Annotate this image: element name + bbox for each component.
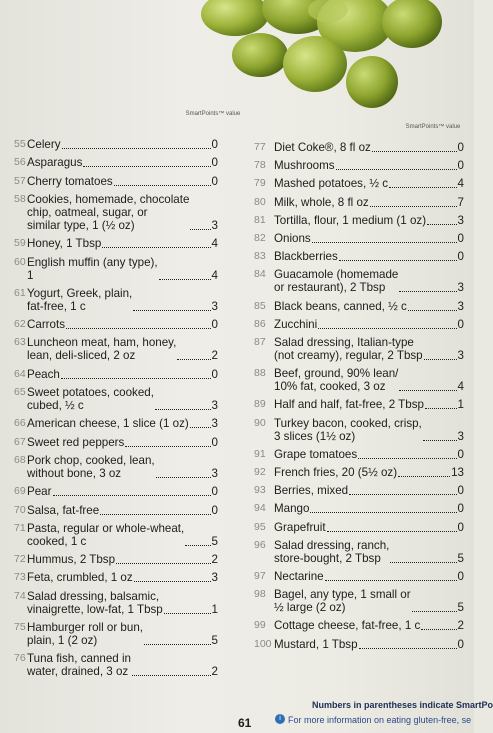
- dot-leader: [156, 477, 211, 478]
- entry-number: 72: [14, 553, 26, 566]
- page-number: 61: [238, 716, 252, 730]
- entry-number: 79: [254, 177, 266, 190]
- food-description: Beef, ground, 90% lean/: [274, 367, 399, 381]
- smartpoints-value: 5: [211, 634, 218, 647]
- dot-leader: [408, 310, 457, 311]
- food-description: vinaigrette, low-fat, 1 Tbsp: [27, 602, 163, 616]
- food-description: 1: [27, 268, 34, 282]
- dot-leader: [312, 242, 457, 243]
- smartpoints-value: 0: [457, 141, 464, 154]
- smartpoints-value: 3: [211, 466, 218, 480]
- entry-number: 88: [254, 367, 266, 380]
- smartpoints-value: 3: [211, 299, 218, 313]
- food-description: Grapefruit: [274, 520, 326, 534]
- entry-number: 65: [14, 386, 26, 398]
- smartpoints-header-left: SmartPoints™ value: [185, 111, 241, 117]
- food-description: Pork chop, cooked, lean,: [27, 453, 155, 467]
- smartpoints-value: 3: [211, 571, 218, 585]
- entry-number: 82: [254, 232, 266, 244]
- food-description: Hummus, 2 Tbsp: [27, 553, 116, 567]
- dot-leader: [325, 580, 457, 581]
- food-description: Carrots: [27, 318, 66, 332]
- food-description: 10% fat, cooked, 3 oz: [274, 380, 386, 394]
- food-description: Sweet potatoes, cooked,: [27, 386, 154, 399]
- smartpoints-value: 0: [211, 367, 218, 381]
- dot-leader: [398, 476, 450, 477]
- smartpoints-value: 0: [211, 138, 218, 151]
- entry-number: 68: [14, 453, 26, 466]
- entry-number: 89: [254, 398, 266, 411]
- food-description: Celery: [27, 138, 61, 151]
- dot-leader: [399, 291, 456, 292]
- dot-leader: [177, 359, 210, 360]
- food-description: cooked, 1 c: [27, 534, 87, 548]
- food-description: Hamburger roll or bun,: [27, 621, 143, 634]
- dot-leader: [144, 644, 211, 645]
- dot-leader: [185, 545, 210, 546]
- food-description: water, drained, 3 oz: [27, 665, 129, 679]
- smartpoints-value: 2: [211, 349, 218, 363]
- entry-number: 80: [254, 195, 266, 208]
- smartpoints-value: 5: [211, 534, 218, 548]
- entry-number: 85: [254, 299, 266, 312]
- smartpoints-value: 3: [211, 218, 218, 232]
- entry-number: 59: [14, 237, 26, 250]
- food-description: English muffin (any type),: [27, 255, 158, 269]
- smartpoints-value: 0: [211, 318, 218, 332]
- dot-leader: [134, 581, 211, 582]
- food-description: Onions: [274, 232, 311, 245]
- smartpoints-value: 0: [211, 435, 218, 449]
- smartpoints-value: 0: [211, 503, 218, 517]
- entry-number: 86: [254, 317, 266, 330]
- entry-number: 95: [254, 520, 266, 533]
- food-description: Black beans, canned, ½ c: [274, 299, 407, 313]
- food-description: Salsa, fat-free: [27, 503, 100, 517]
- smartpoints-value: 0: [457, 520, 464, 534]
- smartpoints-value: 0: [211, 485, 218, 499]
- entry-number: 76: [14, 652, 26, 665]
- food-description: Diet Coke®, 8 fl oz: [274, 141, 371, 154]
- smartpoints-value: 2: [211, 553, 218, 567]
- entry-number: 87: [254, 336, 266, 348]
- entry-number: 69: [14, 485, 26, 498]
- smartpoints-value: 0: [457, 447, 464, 461]
- food-description: 3 slices (1½ oz): [274, 429, 356, 443]
- food-description: or restaurant), 2 Tbsp: [274, 281, 386, 295]
- smartpoints-value: 0: [211, 156, 218, 170]
- food-description: Turkey bacon, cooked, crisp,: [274, 416, 422, 430]
- entry-number: 66: [14, 417, 26, 430]
- food-description: ½ large (2 oz): [274, 601, 346, 615]
- smartpoints-value: 4: [457, 177, 464, 191]
- smartpoints-value: 1: [211, 602, 218, 616]
- food-description: Salad dressing, balsamic,: [27, 589, 160, 603]
- food-description: Cottage cheese, fat-free, 1 c: [274, 619, 421, 633]
- food-description: Grape tomatoes: [274, 447, 358, 461]
- entry-number: 91: [254, 447, 266, 460]
- entry-number: 94: [254, 502, 266, 515]
- smartpoints-value: 4: [211, 237, 218, 251]
- dot-leader: [424, 359, 457, 360]
- food-description: Salad dressing, Italian-type: [274, 336, 414, 349]
- dot-leader: [53, 495, 211, 496]
- dot-leader: [427, 224, 456, 225]
- entry-number: 71: [14, 521, 26, 534]
- smartpoints-value: 0: [457, 502, 464, 516]
- entry-number: 92: [254, 466, 266, 478]
- dot-leader: [62, 148, 211, 149]
- entry-number: 64: [14, 367, 26, 380]
- food-description: store-bought, 2 Tbsp: [274, 551, 381, 565]
- food-description: Asparagus: [27, 156, 83, 170]
- smartpoints-value: 0: [457, 637, 464, 651]
- smartpoints-value: 3: [457, 299, 464, 313]
- smartpoints-value: 3: [457, 281, 464, 295]
- dot-leader: [190, 229, 210, 230]
- food-description: Nectarine: [274, 570, 324, 583]
- entry-number: 56: [14, 156, 26, 169]
- smartpoints-value: 7: [457, 195, 464, 209]
- dot-leader: [423, 440, 457, 441]
- smartpoints-value: 0: [457, 159, 464, 173]
- food-description: plain, 1 (2 oz): [27, 634, 98, 647]
- smartpoints-value: 2: [211, 665, 218, 679]
- dot-leader: [349, 494, 456, 495]
- entry-number: 73: [14, 571, 26, 584]
- entry-number: 84: [254, 268, 266, 281]
- food-description: French fries, 20 (5½ oz): [274, 466, 398, 479]
- entry-number: 99: [254, 619, 266, 632]
- dot-leader: [125, 446, 210, 447]
- entry-number: 61: [14, 286, 26, 299]
- smartpoints-value: 4: [457, 380, 464, 394]
- dot-leader: [164, 613, 211, 614]
- dot-leader: [390, 562, 456, 563]
- food-description: Mashed potatoes, ½ c: [274, 177, 389, 191]
- food-description: Cookies, homemade, chocolate: [27, 192, 190, 206]
- food-description: Zucchini: [274, 317, 318, 331]
- gluten-free-info-link[interactable]: For more information on eating gluten-free, se: [288, 715, 472, 725]
- entry-number: 55: [14, 138, 26, 150]
- smartpoints-value: 5: [457, 551, 464, 565]
- smartpoints-value: 1: [457, 398, 464, 412]
- entry-number: 81: [254, 213, 266, 226]
- dot-leader: [425, 408, 457, 409]
- food-description: Berries, mixed: [274, 484, 349, 498]
- dot-leader: [310, 512, 456, 513]
- dot-leader: [336, 169, 457, 170]
- food-description: American cheese, 1 slice (1 oz): [27, 417, 189, 431]
- entry-number: 75: [14, 621, 26, 633]
- smartpoints-value: 5: [457, 601, 464, 615]
- entry-number: 58: [14, 192, 26, 205]
- smartpoints-value: 0: [211, 174, 218, 188]
- dot-leader: [318, 328, 456, 329]
- smartpoints-value: 0: [457, 484, 464, 498]
- info-icon: i: [275, 714, 285, 724]
- smartpoints-value: 0: [457, 317, 464, 331]
- food-description: Milk, whole, 8 fl oz: [274, 195, 369, 209]
- food-description: Tortilla, flour, 1 medium (1 oz): [274, 213, 427, 227]
- food-description: Bagel, any type, 1 small or: [274, 588, 411, 602]
- entry-number: 57: [14, 174, 26, 187]
- food-description: Pasta, regular or whole-wheat,: [27, 521, 185, 535]
- food-description: Guacamole (homemade: [274, 268, 399, 282]
- food-description: Yogurt, Greek, plain,: [27, 286, 133, 300]
- dot-leader: [116, 563, 210, 564]
- entry-number: 100: [254, 637, 272, 650]
- dot-leader: [66, 328, 211, 329]
- entry-number: 62: [14, 318, 26, 331]
- dot-leader: [339, 260, 457, 261]
- entry-number: 98: [254, 588, 266, 601]
- food-description: Half and half, fat-free, 2 Tbsp: [274, 398, 424, 412]
- dot-leader: [412, 611, 457, 612]
- entry-number: 93: [254, 484, 266, 497]
- dot-leader: [132, 675, 211, 676]
- smartpoints-value: 3: [457, 349, 464, 362]
- food-description: chip, oatmeal, sugar, or: [27, 205, 148, 219]
- food-description: Sweet red peppers: [27, 435, 125, 449]
- entry-number: 67: [14, 435, 26, 448]
- dot-leader: [327, 531, 457, 532]
- dot-leader: [370, 206, 457, 207]
- smartpoints-value: 3: [457, 429, 464, 443]
- grapes-photo: [180, 0, 474, 120]
- food-description: Cherry tomatoes: [27, 174, 113, 188]
- dot-leader: [358, 458, 456, 459]
- food-description: Feta, crumbled, 1 oz: [27, 571, 133, 585]
- dot-leader: [100, 514, 210, 515]
- smartpoints-value: 4: [211, 268, 218, 282]
- entry-number: 78: [254, 159, 266, 172]
- entry-number: 70: [14, 503, 26, 516]
- food-description: Mustard, 1 Tbsp: [274, 637, 358, 651]
- food-description: fat-free, 1 c: [27, 299, 86, 313]
- entry-number: 90: [254, 416, 266, 429]
- dot-leader: [372, 151, 457, 152]
- food-description: Peach: [27, 367, 60, 381]
- food-description: Luncheon meat, ham, honey,: [27, 336, 177, 350]
- smartpoints-value: 3: [211, 417, 218, 431]
- dot-leader: [133, 310, 210, 311]
- dot-leader: [190, 427, 211, 428]
- dot-leader: [359, 648, 457, 649]
- food-description: lean, deli-sliced, 2 oz: [27, 349, 136, 363]
- food-description: Mushrooms: [274, 159, 335, 173]
- smartpoints-value: 0: [457, 570, 464, 583]
- food-description: Tuna fish, canned in: [27, 652, 131, 666]
- entry-number: 63: [14, 336, 26, 349]
- food-description: cubed, ½ c: [27, 399, 84, 412]
- dot-leader: [102, 247, 210, 248]
- entry-number: 77: [254, 141, 266, 153]
- food-description: without bone, 3 oz: [27, 466, 122, 480]
- smartpoints-value: 0: [457, 250, 464, 264]
- dot-leader: [61, 378, 211, 379]
- dot-leader: [83, 166, 210, 167]
- smartpoints-value: 13: [451, 466, 464, 479]
- dot-leader: [155, 409, 211, 410]
- smartpoints-value: 0: [457, 232, 464, 245]
- entry-number: 96: [254, 538, 266, 551]
- smartpoints-value: 3: [457, 213, 464, 227]
- food-description: Mango: [274, 502, 310, 516]
- entry-number: 60: [14, 255, 26, 268]
- food-description: Honey, 1 Tbsp: [27, 237, 102, 251]
- dot-leader: [114, 185, 211, 186]
- food-description: Salad dressing, ranch,: [274, 538, 390, 552]
- food-description: Pear: [27, 485, 52, 499]
- smartpoints-value: 2: [457, 619, 464, 633]
- food-description: (not creamy), regular, 2 Tbsp: [274, 349, 423, 362]
- smartpoints-value: 3: [211, 399, 218, 412]
- food-description: similar type, 1 (½ oz): [27, 218, 135, 232]
- dot-leader: [399, 390, 456, 391]
- dot-leader: [389, 187, 456, 188]
- dot-leader: [159, 279, 211, 280]
- food-description: Blackberries: [274, 250, 338, 264]
- entry-number: 74: [14, 589, 26, 602]
- smartpoints-header-right: SmartPoints™ value: [405, 124, 461, 130]
- dot-leader: [421, 629, 456, 630]
- entry-number: 97: [254, 570, 266, 582]
- footnote: Numbers in parentheses indicate SmartPo: [312, 700, 493, 710]
- entry-number: 83: [254, 250, 266, 263]
